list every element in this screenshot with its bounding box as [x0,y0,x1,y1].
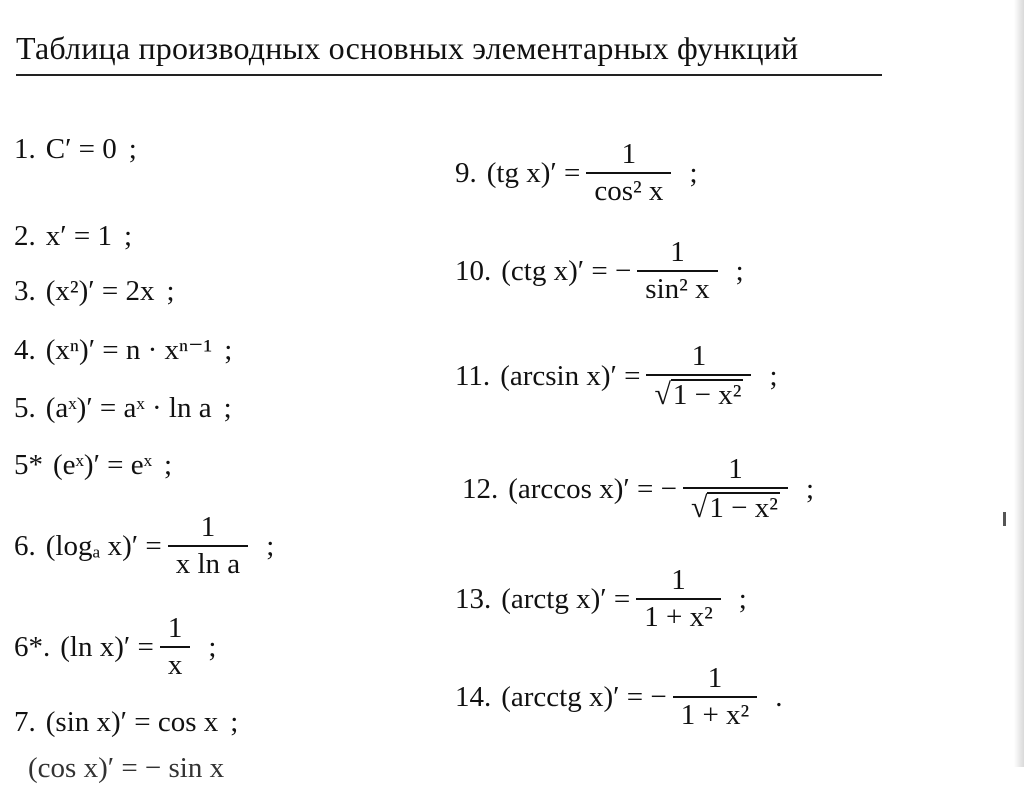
fraction-numerator: 1 [707,662,723,694]
fraction-numerator: 1 [691,340,707,372]
formula-number: 2. [14,220,36,252]
fraction-numerator: 1 [728,453,743,485]
title-underline [16,74,882,76]
formula-punctuation: ; [208,630,217,663]
fraction [168,513,248,579]
fraction-denominator: 1 + x² [673,696,758,730]
fraction-denominator: sin² x [637,270,717,304]
formula-punctuation: ; [689,156,698,189]
fraction-denominator: cos² x [586,172,671,206]
formula-5 [14,394,232,423]
radicand: 1 − x² [709,492,778,524]
cut-off-formula: (cos x)′ = − sin x [28,752,225,784]
formula-number: 6*. [14,630,51,663]
formula-punctuation: ; [266,529,275,562]
formula-punctuation: ; [128,133,137,165]
formula-number: 1. [14,133,36,165]
formula-number: 7. [14,706,36,738]
fraction-denominator: x [160,646,191,680]
fraction-numerator: 1 [167,612,183,644]
formula-2 [14,222,132,251]
formula-punctuation: ; [230,706,239,738]
formula-expression: (ln x)′ = [60,630,154,663]
formula-6-star [14,614,216,680]
radical-sign-icon: √ [690,491,708,524]
formula-number: 9. [455,156,477,189]
formula-number: 14. [455,680,492,713]
formula-7 [14,708,238,737]
fraction [673,664,758,730]
fraction-denominator [646,374,751,410]
fraction [636,566,721,632]
fraction-denominator [683,487,788,523]
formula-expression: (ctg x)′ = − [501,254,632,287]
radical-sign-icon: √ [654,378,671,411]
square-root [691,492,780,523]
formula-punctuation: . [775,680,783,713]
formula-punctuation: ; [224,334,233,366]
radicand: 1 − x² [672,379,742,411]
page-edge-shadow [1014,0,1024,767]
formula-expression: (sin x)′ = cos x [45,706,219,738]
formula-expression: (tg x)′ = [486,156,581,189]
formula-number: 5* [14,449,43,481]
edge-mark [1003,512,1006,526]
formula-expression: x′ = 1 [45,220,112,252]
page-title: Таблица производных основных элементарных функций [16,30,799,66]
formula-punctuation: ; [769,359,778,392]
fraction [646,342,751,410]
formula-13 [455,566,747,632]
formula-12 [462,455,814,523]
fraction [637,238,717,304]
formula-1 [14,135,137,164]
formula-9 [455,140,698,206]
formula-expression: (eˣ)′ = eˣ [53,449,153,481]
formula-number: 5. [14,392,36,424]
formula-expression: (arctg x)′ = [501,582,631,615]
formula-expression: C′ = 0 [45,133,117,165]
formula-punctuation: ; [164,449,173,481]
fraction-denominator: x ln a [168,545,248,579]
formula-punctuation: ; [805,472,815,505]
fraction-denominator: 1 + x² [636,598,721,632]
formula-number: 10. [455,254,492,287]
formula-11 [455,342,778,410]
fraction-numerator: 1 [671,564,686,596]
formula-punctuation: ; [166,275,175,307]
formula-expression: (arccos x)′ = − [508,472,677,505]
formula-number: 4. [14,334,36,366]
square-root [654,379,743,410]
fraction-numerator: 1 [200,511,216,543]
fraction-numerator: 1 [621,138,637,170]
formula-expression: (aˣ)′ = aˣ · ln a [45,392,212,424]
formula-14 [455,664,783,730]
formula-expression: (arcctg x)′ = − [501,680,667,713]
formula-number: 12. [462,472,499,505]
formula-punctuation: ; [735,254,744,287]
formula-expression: (arcsin x)′ = [500,359,641,392]
formula-3 [14,277,175,306]
fraction-numerator: 1 [670,236,685,268]
formula-number: 11. [455,359,491,392]
formula-5-star [14,451,172,480]
formula-number: 13. [455,582,492,615]
fraction [160,614,191,680]
fraction [683,455,788,523]
formula-4 [14,336,232,365]
formula-punctuation: ; [223,392,232,424]
formula-punctuation: ; [738,582,747,615]
formula-number: 6. [14,529,36,562]
formula-expression: (xⁿ)′ = n · xⁿ⁻¹ [45,334,213,366]
formula-expression: (x²)′ = 2x [45,275,155,307]
formula-10 [455,238,744,304]
fraction [586,140,671,206]
formula-expression: (logₐ x)′ = [45,529,162,562]
formula-6 [14,513,274,579]
formula-number: 3. [14,275,36,307]
formula-punctuation: ; [123,220,133,252]
